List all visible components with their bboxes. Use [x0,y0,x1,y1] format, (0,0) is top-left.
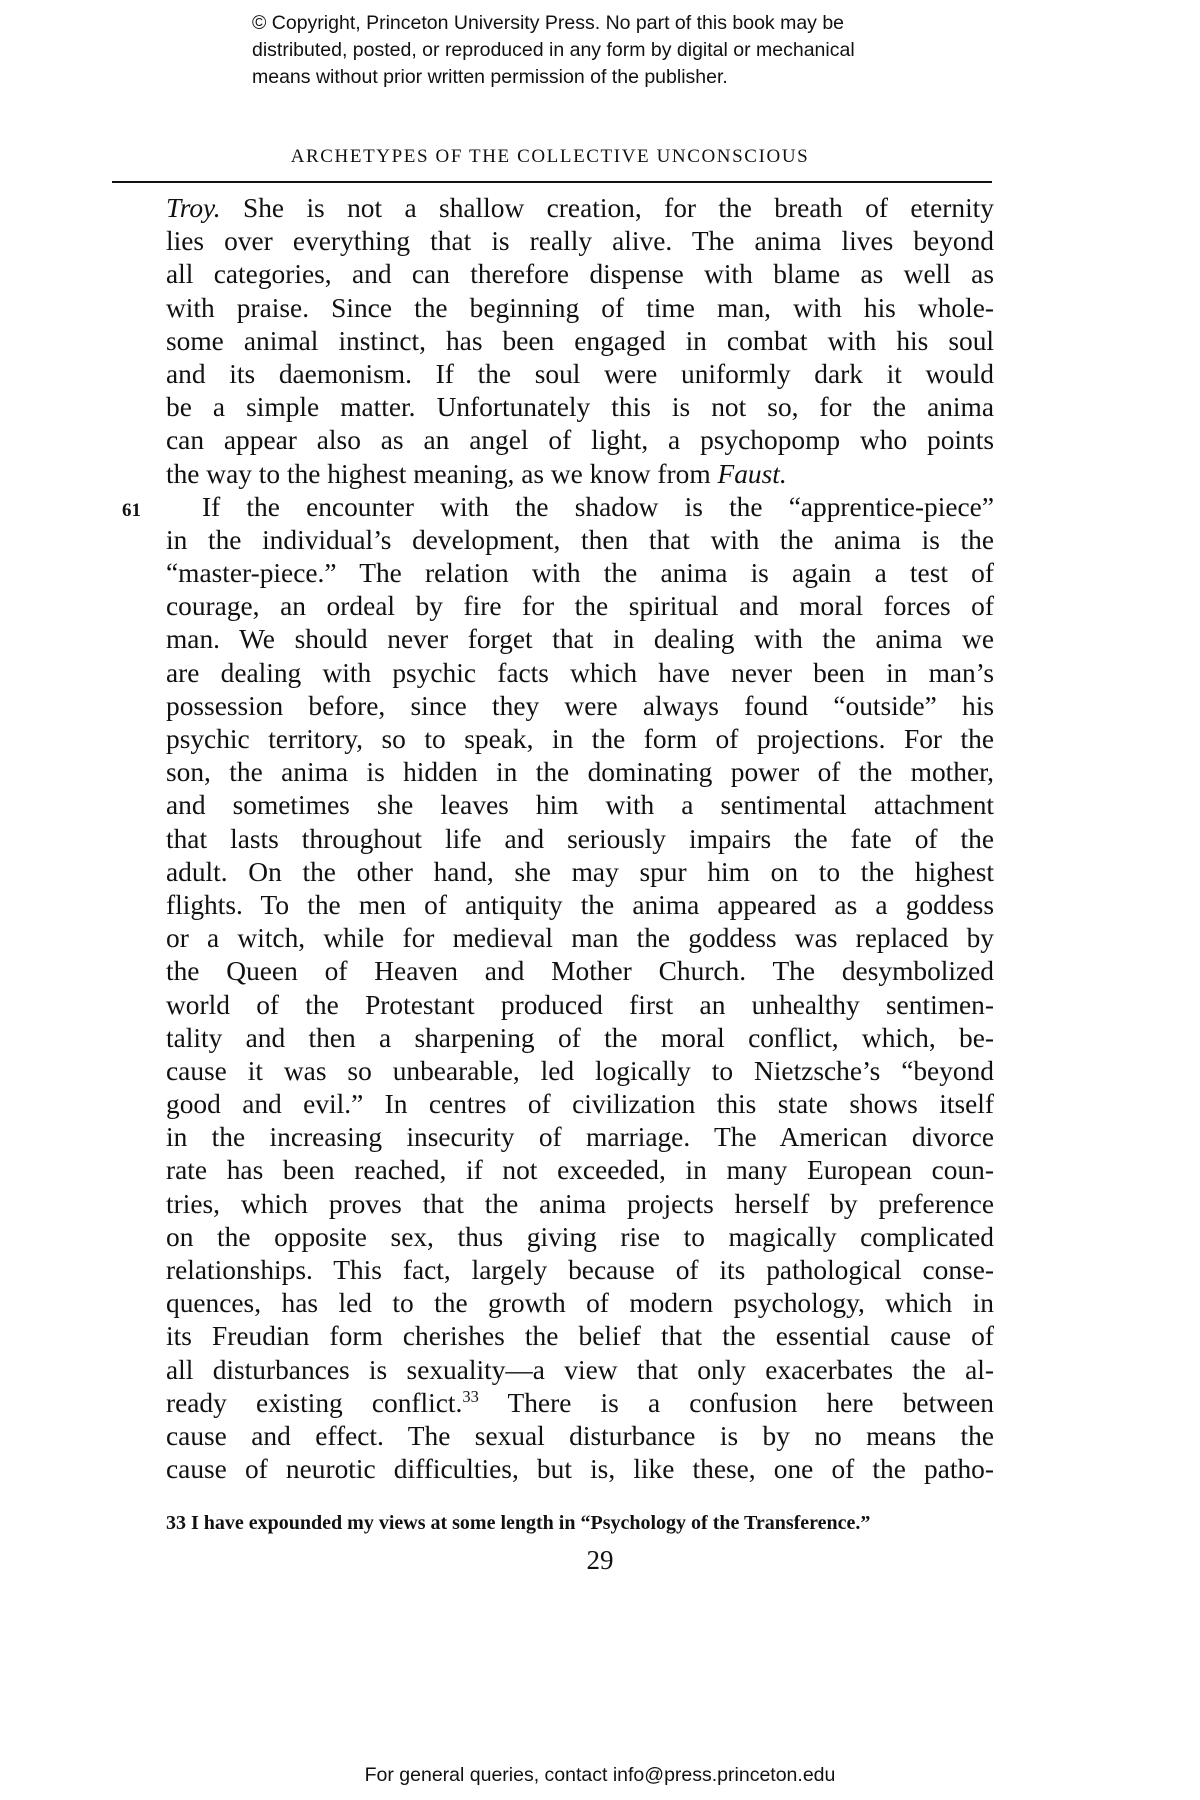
text-fragment: She is not a shallow creation, for the breath of eternity [220,193,994,223]
text-line [166,458,994,491]
text-line: all categories, and can therefore dispense with blame as well as [166,259,994,290]
text-line: relationships. This fact, largely because of its pathological conse- [166,1255,994,1285]
text-line: lies over everything that is really alive. The anima lives beyond [166,226,994,257]
copyright-line: means without prior written permission of the publisher. [252,66,728,88]
text-line: with praise. Since the beginning of time man, with his whole- [166,292,994,323]
text-line: some animal instinct, has been engaged in combat with his soul [166,325,994,356]
page-number: 29 [586,1545,614,1575]
text-line: If the encounter with the shadow is the “apprentice-piece” [202,491,994,522]
text-line: psychic territory, so to speak, in the form of projections. For the [166,724,994,754]
text-line: rate has been reached, if not exceeded, in many European coun- [166,1155,994,1186]
text-fragment: ready existing conflict. [166,1387,463,1418]
text-line: man. We should never forget that in dealing with the anima we [166,624,994,655]
text-line: and its daemonism. If the soul were uniformly dark it would [166,358,994,389]
text-line: quences, has led to the growth of modern psychology, which in [166,1288,994,1319]
text-line: in the individual’s development, then that with the anima is the [166,524,994,555]
text-line: courage, an ordeal by fire for the spiritual and moral forces of [166,591,994,622]
text-line: its Freudian form cherishes the belief that the essential cause of [166,1321,994,1352]
text-line [166,1387,994,1420]
text-line: “master-piece.” The relation with the anima is again a test of [166,558,994,589]
header-rule [112,181,992,183]
copyright-line: distributed, posted, or reproduced in any form by digital or mechanical [252,39,855,61]
copyright-notice [252,10,952,91]
text-line: cause it was so unbearable, led logically to Nietzsche’s “beyond [166,1055,994,1086]
text-line: all disturbances is sexuality—a view that only exacerbates the al- [166,1354,994,1385]
footnote-ref[interactable]: 33 [462,1386,479,1406]
text-fragment: the way to the highest meaning, as we know from [166,458,718,489]
text-italic: Faust. [717,458,787,489]
text-line: world of the Protestant produced first an unhealthy sentimen- [166,989,994,1020]
text-italic: Troy. [166,193,221,223]
text-line: on the opposite sex, thus giving rise to magically complicated [166,1221,994,1252]
text-line: good and evil.” In centres of civilization this state shows itself [166,1089,994,1120]
text-line: or a witch, while for medieval man the goddess was replaced by [166,923,994,954]
text-line: and sometimes she leaves him with a sentimental attachment [166,790,994,821]
text-line: be a simple matter. Unfortunately this is not so, for the anima [166,392,994,423]
text-line: the Queen of Heaven and Mother Church. The desymbolized [166,956,994,987]
text-line: can appear also as an angel of light, a psychopomp who points [166,425,994,456]
footnote-text: I have expounded my views at some length in “Psychology of the Transference.” [191,1512,871,1534]
running-head: ARCHETYPES OF THE COLLECTIVE UNCONSCIOUS [290,146,810,167]
text-line: possession before, since they were always found “outside” his [166,690,994,721]
footer-contact: For general queries, contact info@press.princeton.edu [364,1764,836,1786]
text-line: flights. To the men of antiquity the anima appeared as a goddess [166,889,994,920]
body-text [166,192,994,1486]
text-line: are dealing with psychic facts which have never been in man’s [166,657,994,688]
text-line: that lasts throughout life and seriously impairs the fate of the [166,823,994,854]
text-line: adult. On the other hand, she may spur him on to the highest [166,856,994,887]
footnote-number: 33 [166,1512,186,1534]
text-line: son, the anima is hidden in the dominating power of the mother, [166,757,994,788]
text-fragment: There is a confusion here between [478,1387,994,1418]
text-line: tality and then a sharpening of the moral conflict, which, be- [166,1022,994,1053]
text-line: cause and effect. The sexual disturbance is by no means the [166,1420,994,1451]
paragraph-number: 61 [122,500,141,521]
text-line: tries, which proves that the anima projects herself by preference [166,1188,994,1219]
footnote [166,1512,994,1535]
copyright-line: © Copyright, Princeton University Press. No part of this book may be [252,12,845,34]
text-line [166,192,994,225]
text-line: in the increasing insecurity of marriage. The American divorce [166,1122,994,1153]
text-line: cause of neurotic difficulties, but is, like these, one of the patho- [166,1454,994,1485]
